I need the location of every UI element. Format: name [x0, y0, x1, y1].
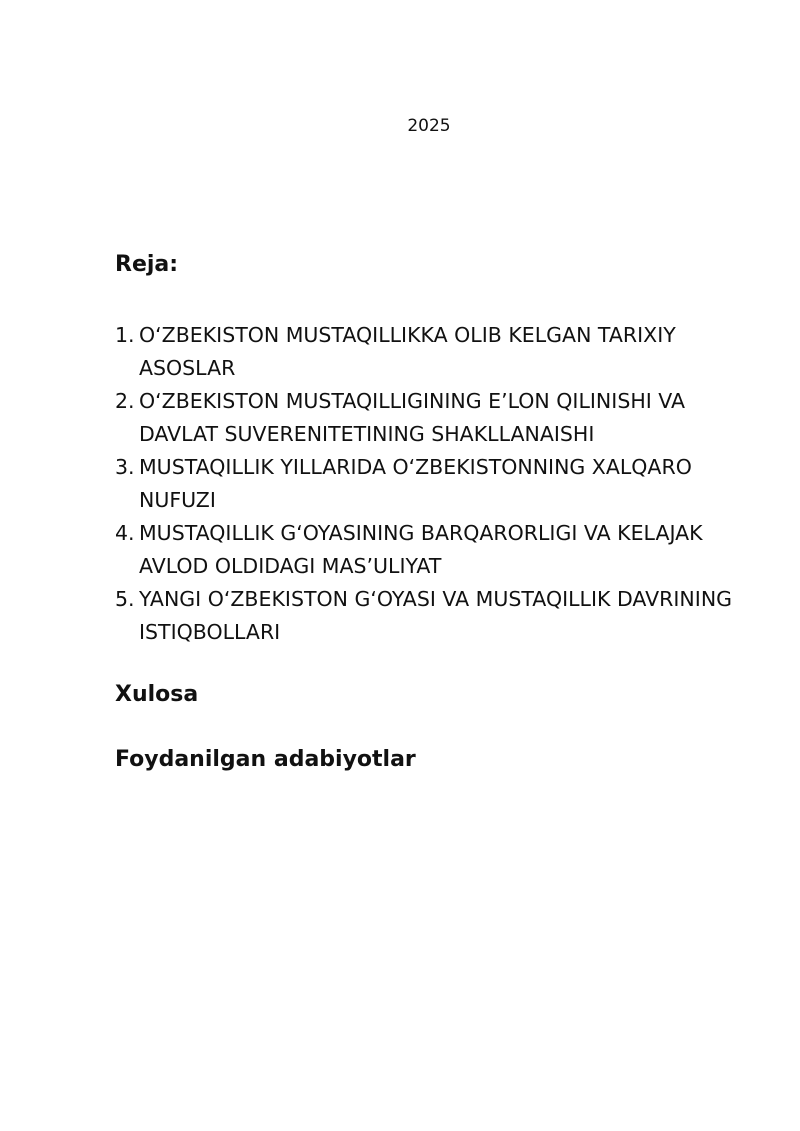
plan-item-2 [115, 385, 755, 451]
plan-item-number: 5. [115, 587, 135, 611]
plan-item-text: O‘ZBEKISTON MUSTAQILLIGINING E’LON QILINISHI VA DAVLAT SUVERENITETINING SHAKLLANAISHI [139, 389, 686, 446]
plan-item-number: 4. [115, 521, 135, 545]
references-heading: Foydanilgan adabiyotlar [115, 747, 416, 772]
plan-item-text: MUSTAQILLIK YILLARIDA O‘ZBEKISTONNING XALQARO NUFUZI [139, 455, 692, 512]
year-label: 2025 [407, 116, 451, 136]
plan-list [115, 319, 755, 649]
conclusion-heading: Xulosa [115, 682, 199, 707]
plan-item-text: MUSTAQILLIK G‘OYASINING BARQARORLIGI VA KELAJAK AVLOD OLDIDAGI MAS’ULIYAT [139, 521, 703, 578]
plan-item-4 [115, 517, 755, 583]
plan-item-number: 2. [115, 389, 135, 413]
plan-item-5 [115, 583, 755, 649]
plan-item-text: O‘ZBEKISTON MUSTAQILLIKKA OLIB KELGAN TARIXIY ASOSLAR [139, 323, 676, 380]
plan-item-number: 3. [115, 455, 135, 479]
plan-item-3 [115, 451, 755, 517]
plan-item-text: YANGI O‘ZBEKISTON G‘OYASI VA MUSTAQILLIK DAVRINING ISTIQBOLLARI [139, 587, 733, 644]
plan-heading: Reja: [115, 252, 179, 277]
plan-item-1 [115, 319, 755, 385]
plan-item-number: 1. [115, 323, 135, 347]
